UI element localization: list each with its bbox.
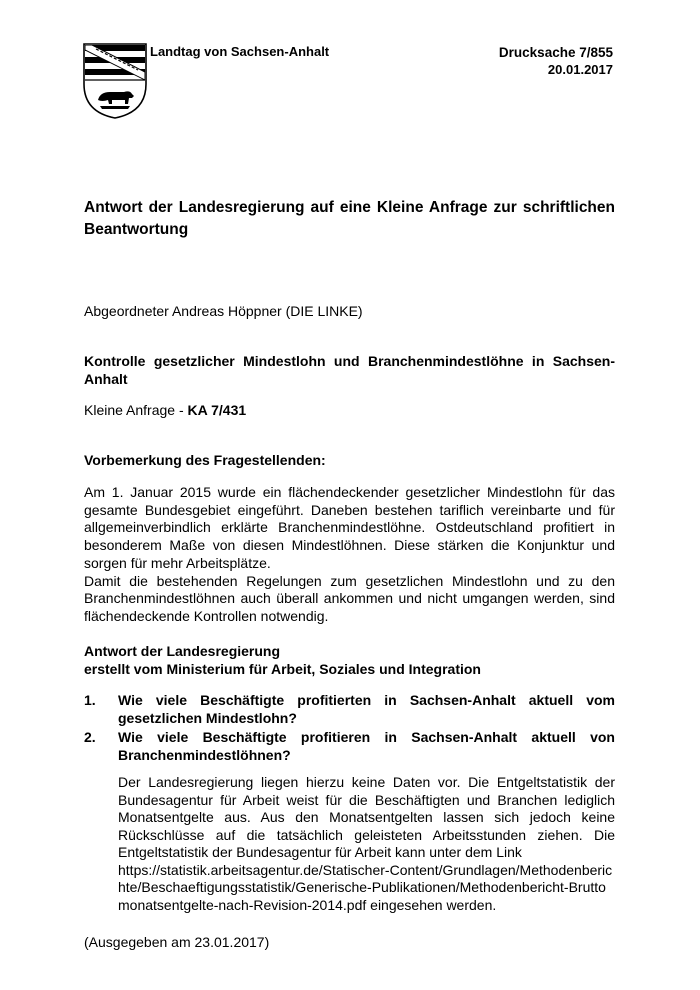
preliminary-paragraph-2: Damit die bestehenden Regelungen zum gesetzlichen Mindestlohn und zu den Branchenmindestlöhnen auch überall ankommen und nicht umgangen werden, sind flächendeckende Kontrollen notwendig. bbox=[84, 572, 615, 624]
preliminary-heading: Vorbemerkung des Fragestellenden: bbox=[84, 452, 326, 468]
document-date: 20.01.2017 bbox=[547, 62, 613, 77]
answer-heading-line-1: Antwort der Landesregierung bbox=[84, 643, 281, 659]
preliminary-paragraph-1: Am 1. Januar 2015 wurde ein flächendeckender gesetzlicher Mindestlohn für das gesamte Bundesgebiet eingeführt. Daneben bestehen tariflich vereinbarte und für allgemeinverbindlich erklärte Branchenmindestlöhne. Ostdeutschland profitiert in besonderem Maße von diesen Mindestlöhnen. Diese stärken die Konjunktur und sorgen für mehr Arbeitsplätze. bbox=[84, 484, 615, 571]
inquiry-number: KA 7/431 bbox=[187, 402, 247, 418]
inquiry-reference bbox=[84, 402, 246, 418]
member-name: Abgeordneter Andreas Höppner (DIE LINKE) bbox=[84, 303, 363, 319]
question-2 bbox=[84, 728, 615, 764]
question-number: 1. bbox=[84, 692, 96, 708]
document-number-block bbox=[499, 44, 613, 78]
coat-of-arms-icon bbox=[82, 42, 148, 120]
answer-body bbox=[118, 774, 615, 914]
question-1 bbox=[84, 691, 615, 727]
issued-date: (Ausgegeben am 23.01.2017) bbox=[84, 934, 270, 950]
answer-link-line bbox=[118, 862, 615, 915]
answer-link-suffix: eingesehen werden. bbox=[366, 896, 497, 913]
answer-text: Der Landesregierung liegen hierzu keine Daten vor. Die Entgeltstatistik der Bundesagentur für Arbeit weist für die Beschäftigten und Branchen lediglich Monatsentgelte aus. Aus den Monatsentgelten lassen sich jedoch keine Rückschlüsse auf die tatsächlich geleisteten Arbeitsstunden ziehen. Die Entgeltstatistik der Bundesagentur für Arbeit kann unter dem Link bbox=[118, 774, 615, 860]
question-number: 2. bbox=[84, 729, 96, 745]
answer-heading bbox=[84, 642, 615, 678]
statistics-link[interactable]: https://statistik.arbeitsagentur.de/Statischer-Content/Grundlagen/Methodenberichte/Beschaeftigungsstatistik/Generische-Publikationen/Methodenbericht-Bruttomonatsentgelte-nach-Revision-2014.pdf bbox=[118, 861, 613, 913]
organization-name: Landtag von Sachsen-Anhalt bbox=[150, 44, 330, 59]
question-text: Wie viele Beschäftigte profitieren in Sachsen-Anhalt aktuell von Branchenmindestlöhnen? bbox=[118, 729, 615, 763]
document-label: Drucksache 7/855 bbox=[498, 45, 613, 60]
preliminary-text bbox=[84, 484, 615, 626]
inquiry-prefix: Kleine Anfrage - bbox=[84, 402, 188, 418]
question-text: Wie viele Beschäftigte profitierten in Sachsen-Anhalt aktuell vom gesetzlichen Mindestlohn? bbox=[118, 692, 615, 726]
answer-heading-line-2: erstellt vom Ministerium für Arbeit, Soziales und Integration bbox=[84, 661, 481, 677]
inquiry-subject: Kontrolle gesetzlicher Mindestlohn und Branchenmindestlöhne in Sachsen-Anhalt bbox=[84, 353, 615, 387]
document-title: Antwort der Landesregierung auf eine Kleine Anfrage zur schriftlichen Beantwortung bbox=[84, 199, 615, 238]
